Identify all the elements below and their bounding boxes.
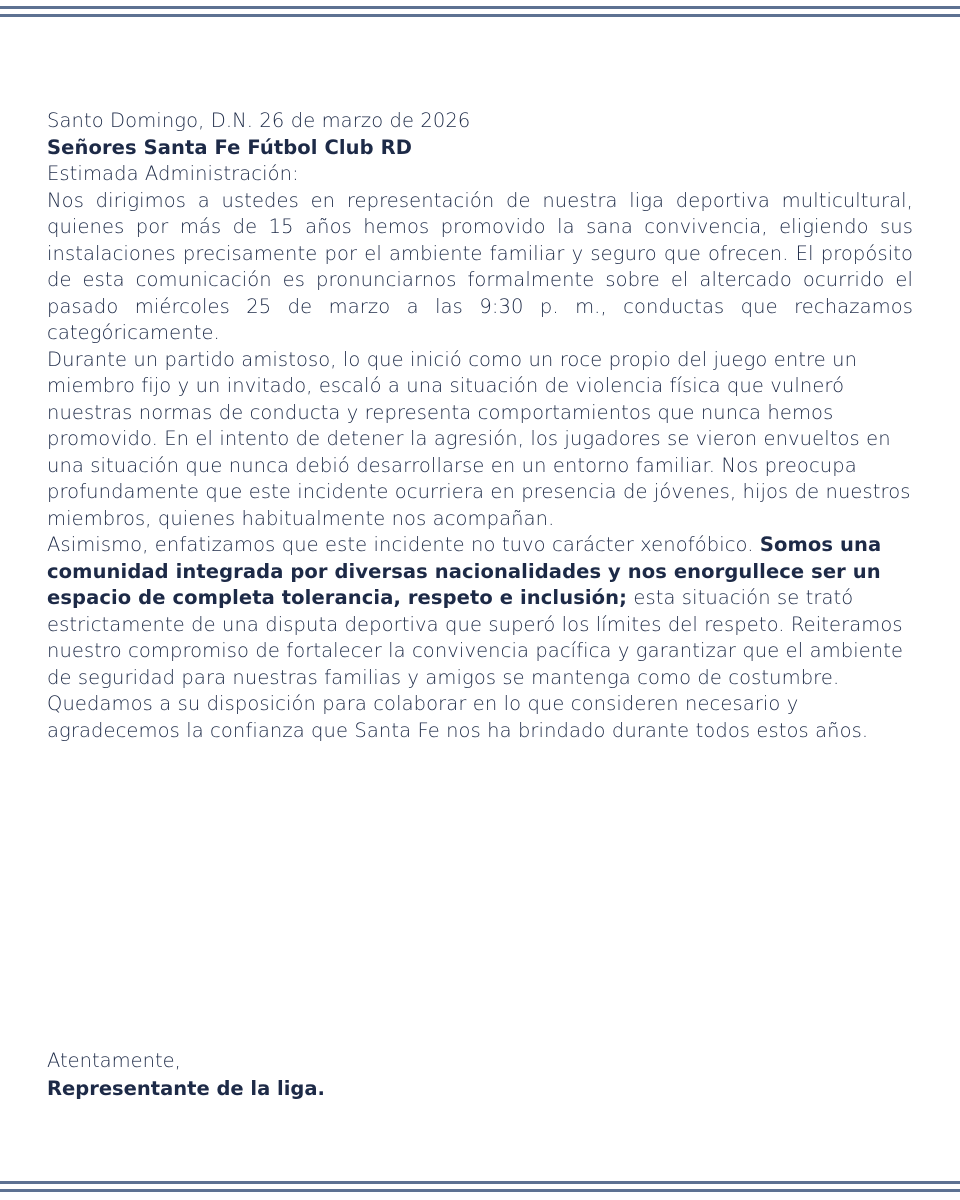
letter-body [47, 108, 913, 744]
salutation: Estimada Administración: [47, 162, 299, 185]
bottom-border-line-outer [0, 1181, 960, 1184]
signature: Representante de la liga. [47, 1077, 325, 1100]
bottom-border-line-inner [0, 1189, 960, 1192]
top-border-line-outer [0, 6, 960, 9]
closing-block [47, 1047, 325, 1103]
paragraph-3-rest: esta situación se trató estrictamente de una disputa deportiva que superó los límites del respeto. Reiteramos nuestro compromiso de fortalecer la convivencia pacífica y garantizar que el ambiente de seguridad para nuestras familias y amigos se mantenga como de costumbre. Quedamos a su disposición para colaborar en lo que consideren necesario y agradecemos la confianza que Santa Fe nos ha brindado durante todos estos años. [47, 586, 904, 742]
paragraph-1: Nos dirigimos a ustedes en representación de nuestra liga deportiva multicultural, quienes por más de 15 años hemos promovido la sana convivencia, eligiendo sus instalaciones precisamente por el ambiente familiar y seguro que ofrecen. El propósito de esta comunicación es pronunciarnos formalmente sobre el altercado ocurrido el pasado miércoles 25 de marzo a las 9:30 p. m., conductas que rechazamos categóricamente. [47, 188, 913, 344]
paragraph-2: Durante un partido amistoso, lo que inició como un roce propio del juego entre un miembro fijo y un invitado, escaló a una situación de violencia física que vulneró nuestras normas de conducta y representa comportamientos que nunca hemos promovido. En el intento de detener la agresión, los jugadores se vieron envueltos en una situación que nunca debió desarrollarse en un entorno familiar. Nos preocupa profundamente que este incidente ocurriera en presencia de jóvenes, hijos de nuestros miembros, quienes habitualmente nos acompañan. [47, 347, 911, 530]
date-line: Santo Domingo, D.N. 26 de marzo de 2026 [47, 109, 471, 132]
paragraph-3 [47, 532, 913, 744]
top-border-line-inner [0, 14, 960, 17]
paragraph-3-intro: Asimismo, enfatizamos que este incidente no tuvo carácter xenofóbico. [47, 533, 760, 556]
recipient: Señores Santa Fe Fútbol Club RD [47, 135, 412, 159]
paragraph-3-bold: Somos una comunidad integrada por diversas nacionalidades y nos enorgullece ser un espacio de completa tolerancia, respeto e inclusión; [47, 533, 882, 609]
closing-text: Atentamente, [47, 1049, 181, 1072]
